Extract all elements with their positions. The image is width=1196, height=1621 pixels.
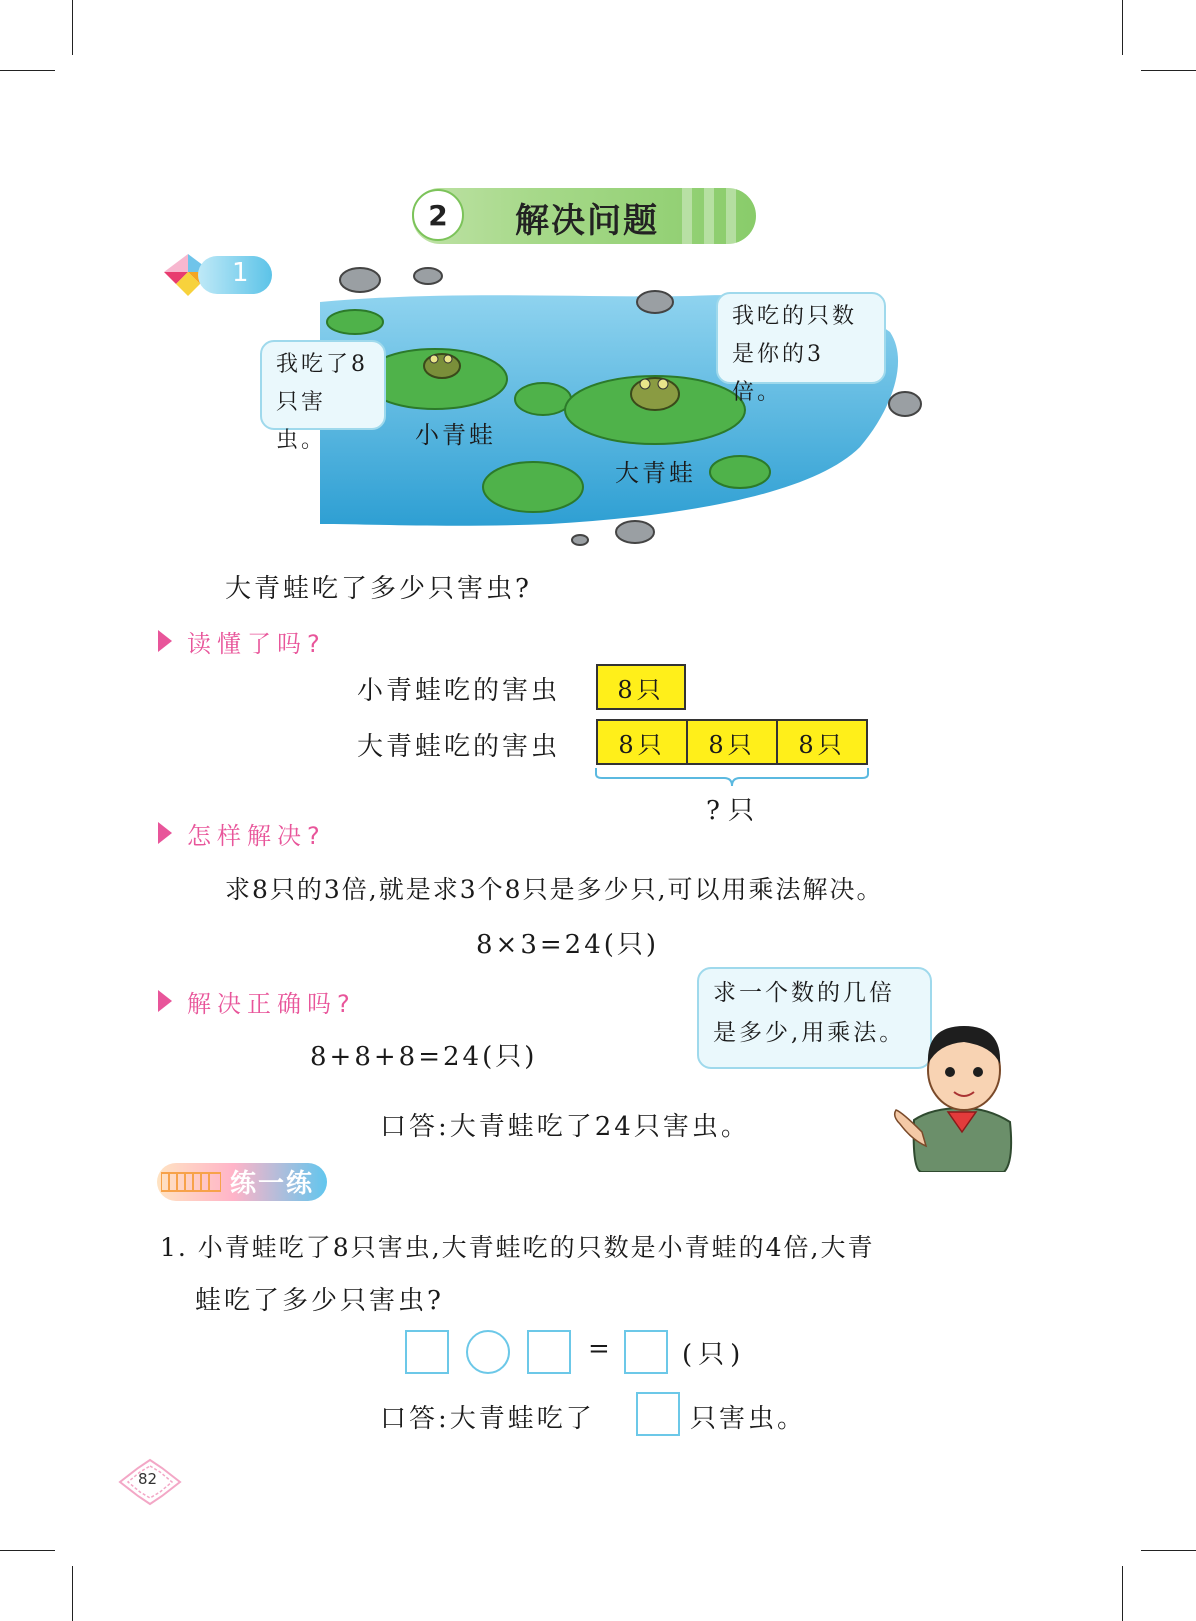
- section-solve-heading: 怎样解决?: [187, 822, 326, 850]
- example-number: 1: [232, 258, 249, 288]
- equals-sign: =: [588, 1334, 613, 1364]
- crop-mark: [72, 0, 73, 55]
- big-frog-speech-bubble: 我吃的只数是你的3倍。: [716, 292, 886, 384]
- practice-answer-suffix: 只害虫。: [690, 1404, 807, 1434]
- triangle-bullet-icon: [158, 990, 172, 1012]
- page-number: 82: [138, 1470, 158, 1488]
- diagram-cell: 8只: [596, 719, 688, 765]
- solve-explanation: 求8只的3倍,就是求3个8只是多少只,可以用乘法解决。: [225, 875, 884, 904]
- diagram-cell: 8只: [776, 719, 868, 765]
- section-check-heading: 解决正确吗?: [187, 990, 356, 1018]
- practice-question-line2: 蛙吃了多少只害虫?: [195, 1286, 444, 1316]
- boy-illustration: [892, 1012, 1022, 1172]
- question-text: 大青蛙吃了多少只害虫?: [225, 574, 532, 604]
- brace-icon: [592, 766, 872, 790]
- crop-mark: [0, 70, 55, 71]
- answer-circle-operator[interactable]: [466, 1330, 510, 1374]
- equation-addition: 8+8+8=24(只): [310, 1042, 538, 1072]
- diagram-row1-label: 小青蛙吃的害虫: [357, 676, 561, 706]
- page-title: 解决问题: [515, 201, 659, 241]
- answer-box-number[interactable]: [527, 1330, 571, 1374]
- diagram-cell: 8只: [596, 664, 686, 710]
- crop-mark: [0, 1550, 55, 1551]
- abacus-icon: [161, 1171, 221, 1193]
- equation-multiplication: 8×3=24(只): [476, 930, 660, 960]
- small-frog-label: 小青蛙: [415, 421, 496, 449]
- answer-box-result[interactable]: [624, 1330, 668, 1374]
- crop-mark: [1141, 1550, 1196, 1551]
- crop-mark: [1122, 1566, 1123, 1621]
- title-number: 2: [412, 189, 464, 241]
- diagram-row2-label: 大青蛙吃的害虫: [357, 732, 561, 762]
- practice-answer-prefix: 口答:大青蛙吃了: [380, 1404, 595, 1434]
- answer-text: 口答:大青蛙吃了24只害虫。: [380, 1112, 750, 1142]
- boy-speech-bubble: 求一个数的几倍是多少,用乘法。: [697, 967, 932, 1069]
- crop-mark: [1141, 70, 1196, 71]
- unit-label: (只): [682, 1340, 747, 1370]
- answer-box-count[interactable]: [636, 1392, 680, 1436]
- answer-box-number[interactable]: [405, 1330, 449, 1374]
- practice-label: 练一练: [230, 1169, 315, 1199]
- section-understand-heading: 读懂了吗?: [187, 630, 326, 658]
- diagram-total: ?只: [706, 796, 762, 826]
- triangle-bullet-icon: [158, 630, 172, 652]
- crop-mark: [1122, 0, 1123, 55]
- triangle-bullet-icon: [158, 822, 172, 844]
- practice-question-line1: 1. 小青蛙吃了8只害虫,大青蛙吃的只数是小青蛙的4倍,大青: [160, 1233, 875, 1262]
- small-frog-speech-bubble: 我吃了8只害虫。: [260, 340, 386, 430]
- diagram-cell: 8只: [686, 719, 778, 765]
- crop-mark: [72, 1566, 73, 1621]
- big-frog-label: 大青蛙: [615, 459, 696, 487]
